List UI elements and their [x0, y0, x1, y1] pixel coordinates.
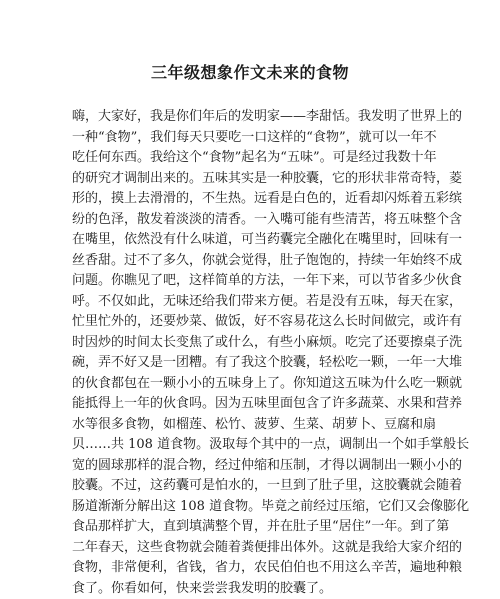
body-line: 胶囊。不过，这药囊可是怕水的，一旦到了肚子里，这胶囊就会随着	[72, 476, 428, 497]
body-line: 吃任何东西。我给这个“食物”起名为“五味”。可是经过我数十年	[72, 148, 428, 169]
body-line: 肠道渐渐分解出这 108 道食物。毕竟之前经过压缩，它们又会像膨化	[72, 497, 428, 518]
body-line: 食了。你看如何，快来尝尝我发明的胶囊了。	[72, 579, 428, 599]
body-line: 能抵得上一年的伙食吗。因为五味里面包含了许多蔬菜、水果和营养	[72, 394, 428, 415]
body-line: 的伙食都包在一颗小小的五味身上了。你知道这五味为什么吃一颗就	[72, 374, 428, 395]
body-line: 丝香甜。过不了多久，你就会觉得，肚子饱饱的，持续一年始终不成	[72, 251, 428, 272]
body-line: 呼。不仅如此，无味还给我们带来方便。若是没有五味，每天在家，	[72, 292, 428, 313]
body-line: 忙里忙外的，还要炒菜、做饭，好不容易花这么长时间做完，或许有	[72, 312, 428, 333]
body-line: 嗨，大家好，我是你们年后的发明家——李甜恬。我发明了世界上的	[72, 107, 428, 128]
body-line: 水等很多食物，如榴莲、松竹、菠萝、生菜、胡萝卜、豆腐和扇	[72, 415, 428, 436]
body-line: 一种“食物”，我们每天只要吃一口这样的“食物”，就可以一年不	[72, 128, 428, 149]
body-line: 问题。你瞧见了吧，这样简单的方法，一年下来，可以节省多少伙食	[72, 271, 428, 292]
body-line: 形的，摸上去滑滑的，不生热。远看是白色的，近看却闪烁着五彩缤	[72, 189, 428, 210]
document-body	[72, 107, 428, 599]
body-line: 食物，非常便利，省钱，省力，农民伯伯也不用这么辛苦，遍地种粮	[72, 558, 428, 579]
body-line: 二年春天，这些食物就会随着粪便排出体外。这就是我给大家介绍的	[72, 538, 428, 559]
body-line: 贝……共 108 道食物。汲取每个其中的一点，调制出一个如手掌般长	[72, 435, 428, 456]
body-line: 纷的色泽，散发着淡淡的清香。一入嘴可能有些清苦，将五味整个含	[72, 210, 428, 231]
body-line: 碗，弄不好又是一团糟。有了我这个胶囊，轻松吃一颗，一年一大堆	[72, 353, 428, 374]
body-line: 食品那样扩大，直到填满整个胃，并在肚子里“居住”一年。到了第	[72, 517, 428, 538]
body-line: 时因炒的时间太长变焦了或什么，有些小麻烦。吃完了还要擦桌子洗	[72, 333, 428, 354]
body-line: 的研究才调制出来的。五味其实是一种胶囊，它的形状非常奇特，菱	[72, 169, 428, 190]
body-line: 宽的圆球那样的混合物，经过仲缩和压制，才得以调制出一颗小小的	[72, 456, 428, 477]
document-title: 三年级想象作文未来的食物	[0, 60, 500, 83]
body-line: 在嘴里，依然没有什么味道，可当药囊完全融化在嘴里时，回味有一	[72, 230, 428, 251]
